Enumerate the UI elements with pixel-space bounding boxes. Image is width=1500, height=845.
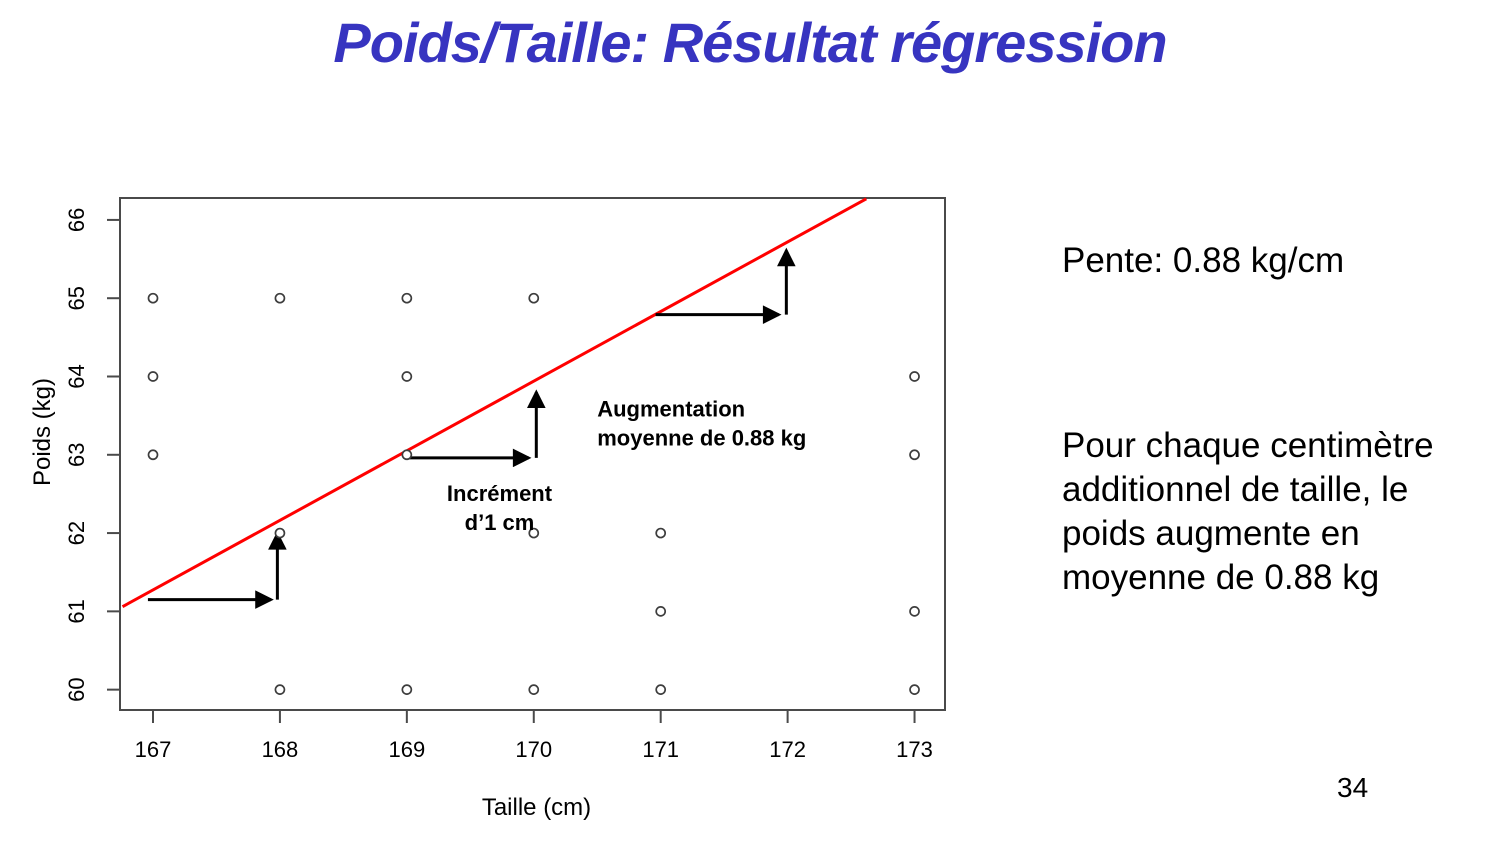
annotation-text: Augmentation — [597, 396, 746, 422]
data-point — [529, 294, 538, 303]
annotation-text: d’1 cm — [464, 509, 535, 535]
y-tick-label: 61 — [64, 599, 89, 624]
y-tick-label: 65 — [64, 285, 89, 311]
data-point — [275, 685, 284, 694]
page-number: 34 — [1337, 772, 1369, 803]
data-point — [402, 685, 411, 694]
data-point — [275, 294, 284, 303]
data-point — [656, 685, 665, 694]
data-point — [149, 372, 158, 381]
slide-title: Poids/Taille: Résultat régression — [333, 11, 1167, 74]
x-tick-label: 172 — [769, 737, 806, 762]
y-tick-label: 60 — [64, 677, 89, 702]
x-tick-label: 173 — [896, 737, 933, 762]
data-point — [656, 529, 665, 538]
data-point — [402, 372, 411, 381]
y-tick-label: 66 — [64, 207, 89, 233]
y-tick-label: 62 — [64, 520, 89, 546]
data-point — [275, 529, 284, 538]
regression-line — [123, 199, 867, 607]
data-point — [656, 607, 665, 616]
interpretation-text: Pour chaque centimètre additionnel de taille, le poids augmente en moyenne de 0.88 kg — [1062, 426, 1434, 597]
y-tick-label: 64 — [64, 364, 89, 389]
x-axis-title: Taille (cm) — [481, 794, 592, 821]
slope-text: Pente: 0.88 kg/cm — [1062, 241, 1345, 280]
data-point — [910, 607, 919, 616]
annotation-text: moyenne de 0.88 kg — [597, 425, 807, 451]
x-tick-label: 168 — [261, 737, 299, 762]
x-tick-label: 167 — [134, 737, 172, 762]
data-point — [529, 685, 538, 694]
data-point — [149, 294, 158, 303]
y-axis-title: Poids (kg) — [29, 377, 56, 487]
x-tick-label: 169 — [388, 737, 426, 762]
data-point — [402, 450, 411, 459]
data-point — [910, 372, 919, 381]
data-point — [149, 450, 158, 459]
plot-border — [120, 198, 945, 710]
annotation-text: Incrément — [446, 480, 553, 506]
scatter-plot — [20, 185, 990, 835]
data-point — [402, 294, 411, 303]
data-point — [910, 685, 919, 694]
x-tick-label: 171 — [642, 737, 680, 762]
x-tick-label: 170 — [515, 737, 553, 762]
y-tick-label: 63 — [64, 442, 89, 468]
data-point — [910, 450, 919, 459]
